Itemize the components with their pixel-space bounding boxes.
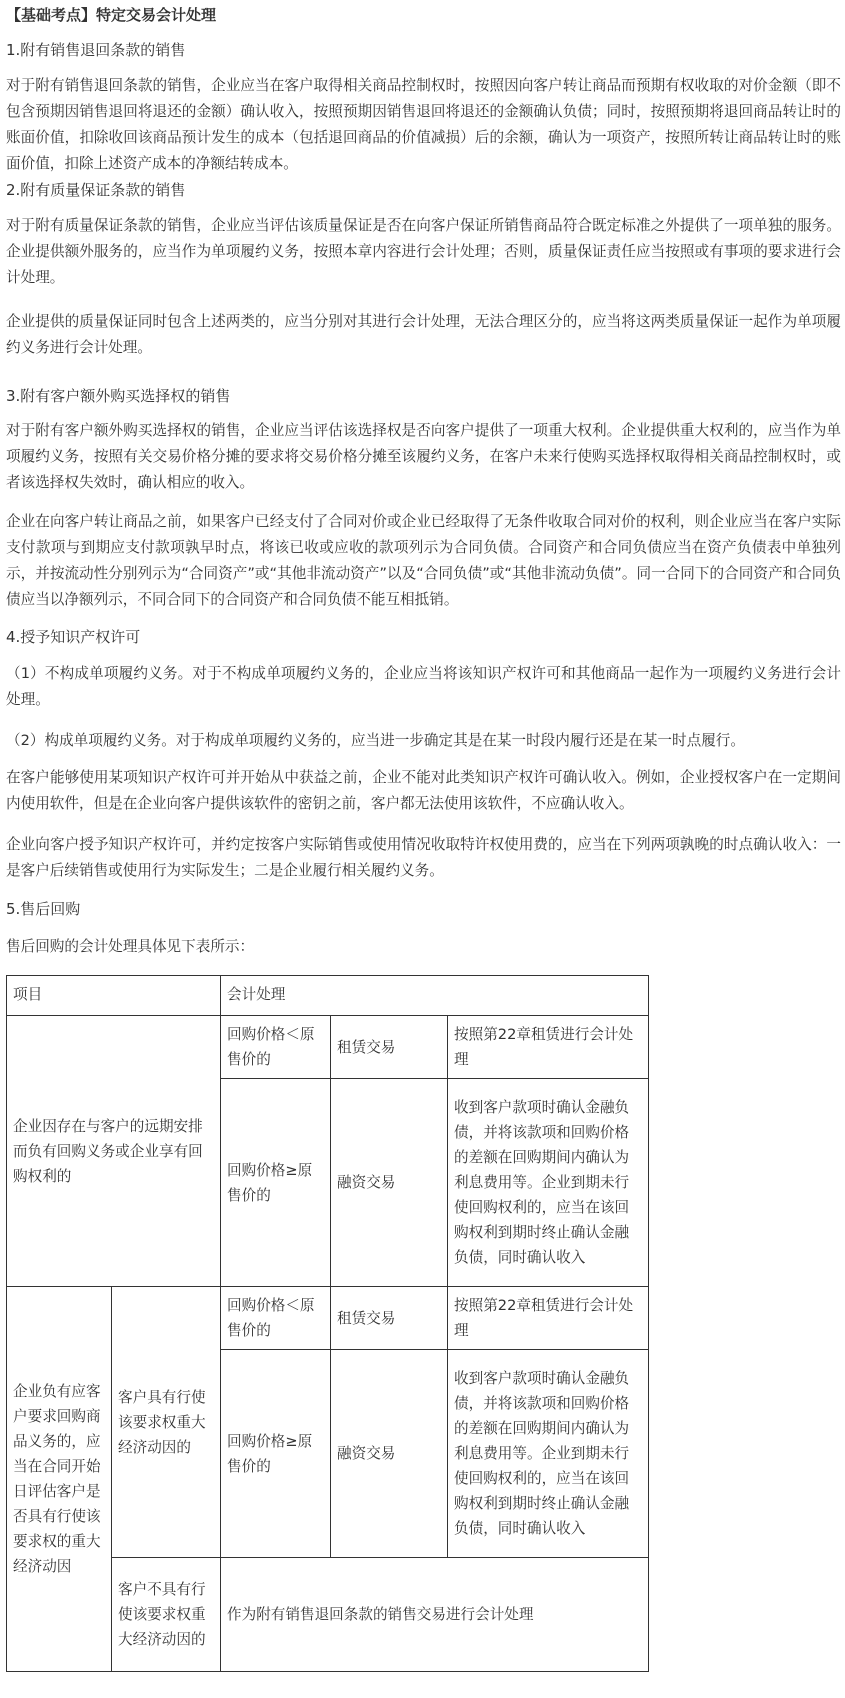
section-2-paragraph-1: 对于附有质量保证条款的销售，企业应当评估该质量保证是否在向客户保证所销售商品符合既定标准之外提供了一项单独的服务。企业提供额外服务的，应当作为单项履约义务，按照本章内容进行会计处理；否则，质量保证责任应当按照或有事项的要求进行会计处理。 <box>6 217 841 286</box>
lease-treatment-cell: 按照第22章租赁进行会计处理 <box>448 1287 649 1350</box>
page-title: 【基础考点】特定交易会计处理 <box>6 6 217 24</box>
group-1-label: 企业因存在与客户的远期安排而负有回购义务或企业享有回购权利的 <box>7 1016 221 1287</box>
group-2-subcase-2: 客户不具有行使该要求权重大经济动因的 <box>112 1558 221 1672</box>
group-2-label: 企业负有应客户要求回购商品义务的，应当在合同开始日评估客户是否具有行使该要求权的重大经济动因 <box>7 1287 112 1672</box>
lease-cell: 租赁交易 <box>331 1016 448 1079</box>
lease-treatment-cell: 按照第22章租赁进行会计处理 <box>448 1016 649 1079</box>
table-row <box>7 1287 649 1350</box>
section-4-paragraph-3: 在客户能够使用某项知识产权许可并开始从中获益之前，企业不能对此类知识产权许可确认收入。例如，企业授权客户在一定期间内使用软件，但是在企业向客户提供该软件的密钥之前，客户都无法使用该软件，不应确认收入。 <box>6 769 841 812</box>
price-higher-cell: 回购价格≥原售价的 <box>221 1350 331 1558</box>
section-5-paragraph-1: 售后回购的会计处理具体见下表所示： <box>6 938 255 955</box>
finance-treatment-cell: 收到客户款项时确认金融负债，并将该款项和回购价格的差额在回购期间内确认为利息费用等。企业到期未行使回购权利的，应当在该回购权利到期时终止确认金融负债，同时确认收入 <box>448 1079 649 1287</box>
price-lower-cell: 回购价格＜原售价的 <box>221 1016 331 1079</box>
group-2-subcase-2-treatment: 作为附有销售退回条款的销售交易进行会计处理 <box>221 1558 649 1672</box>
price-higher-cell: 回购价格≥原售价的 <box>221 1079 331 1287</box>
buyback-table <box>6 975 649 1672</box>
section-1-heading: 1.附有销售退回条款的销售 <box>6 41 186 59</box>
table-row <box>7 1016 649 1079</box>
lease-cell: 租赁交易 <box>331 1287 448 1350</box>
finance-treatment-cell: 收到客户款项时确认金融负债，并将该款项和回购价格的差额在回购期间内确认为利息费用等。企业到期未行使回购权利的，应当在该回购权利到期时终止确认金融负债，同时确认收入 <box>448 1350 649 1558</box>
group-2-subcase-1: 客户具有行使该要求权重大经济动因的 <box>112 1287 221 1558</box>
section-2-heading: 2.附有质量保证条款的销售 <box>6 181 186 199</box>
header-accounting: 会计处理 <box>221 976 649 1016</box>
section-5-heading: 5.售后回购 <box>6 900 81 918</box>
price-lower-cell: 回购价格＜原售价的 <box>221 1287 331 1350</box>
section-3-heading: 3.附有客户额外购买选择权的销售 <box>6 387 231 405</box>
table-header-row <box>7 976 649 1016</box>
section-3-paragraph-1: 对于附有客户额外购买选择权的销售，企业应当评估该选择权是否向客户提供了一项重大权利。企业提供重大权利的，应当作为单项履约义务，按照有关交易价格分摊的要求将交易价格分摊至该履约义务，在客户未来行使购买选择权取得相关商品控制权时，或者该选择权失效时，确认相应的收入。 <box>6 422 841 491</box>
section-4-paragraph-4: 企业向客户授予知识产权许可，并约定按客户实际销售或使用情况收取特许权使用费的，应当在下列两项孰晚的时点确认收入：一是客户后续销售或使用行为实际发生；二是企业履行相关履约义务。 <box>6 836 841 879</box>
header-item: 项目 <box>7 976 221 1016</box>
section-4-paragraph-1: （1）不构成单项履约义务。对于不构成单项履约义务的，企业应当将该知识产权许可和其他商品一起作为一项履约义务进行会计处理。 <box>6 665 841 708</box>
finance-cell: 融资交易 <box>331 1350 448 1558</box>
section-2-paragraph-2: 企业提供的质量保证同时包含上述两类的，应当分别对其进行会计处理，无法合理区分的，应当将这两类质量保证一起作为单项履约义务进行会计处理。 <box>6 313 841 356</box>
finance-cell: 融资交易 <box>331 1079 448 1287</box>
section-4-paragraph-2: （2）构成单项履约义务。对于构成单项履约义务的，应当进一步确定其是在某一时段内履行还是在某一时点履行。 <box>6 732 745 749</box>
section-1-paragraph-1: 对于附有销售退回条款的销售，企业应当在客户取得相关商品控制权时，按照因向客户转让商品而预期有权收取的对价金额（即不包含预期因销售退回将退还的金额）确认收入，按照预期因销售退回将退还的金额确认负债；同时，按照预期将退回商品转让时的账面价值，扣除收回该商品预计发生的成本（包括退回商品的价值减损）后的余额，确认为一项资产，按照所转让商品转让时的账面价值，扣除上述资产成本的净额结转成本。 <box>6 77 841 172</box>
section-4-heading: 4.授予知识产权许可 <box>6 628 141 646</box>
section-3-paragraph-2: 企业在向客户转让商品之前，如果客户已经支付了合同对价或企业已经取得了无条件收取合同对价的权利，则企业应当在客户实际支付款项与到期应支付款项孰早时点，将该已收或应收的款项列示为合同负债。合同资产和合同负债应当在资产负债表中单独列示，并按流动性分别列示为“合同资产”或“其他非流动资产”以及“合同负债”或“其他非流动负债”。同一合同下的合同资产和合同负债应当以净额列示，不同合同下的合同资产和合同负债不能互相抵销。 <box>6 513 841 608</box>
